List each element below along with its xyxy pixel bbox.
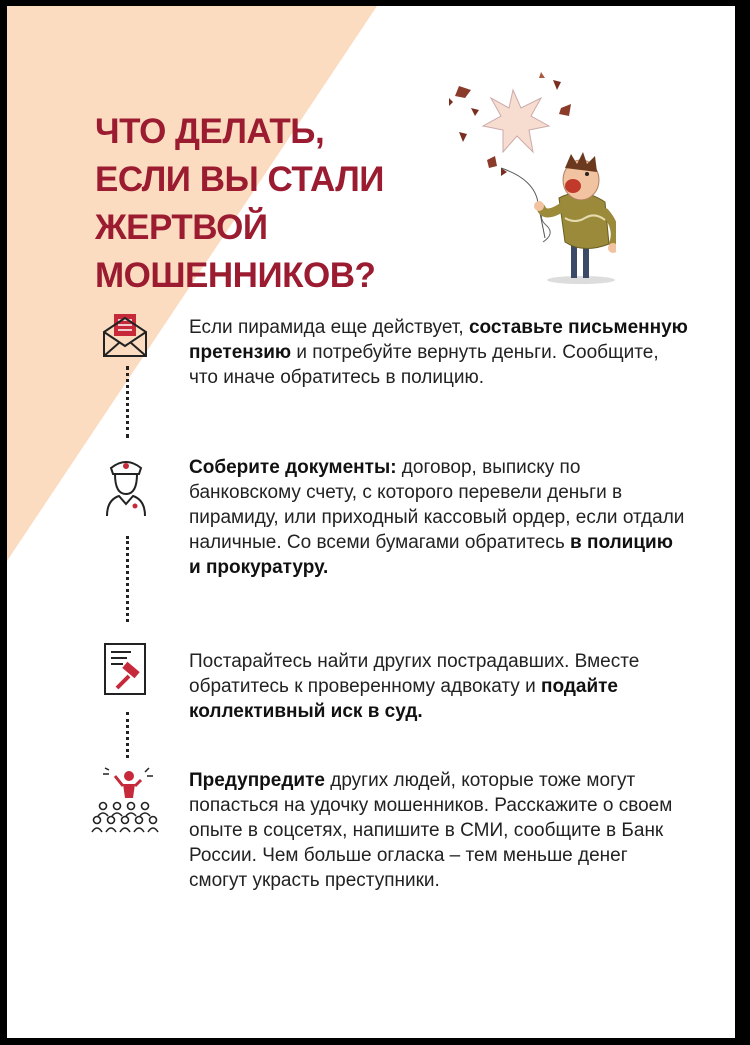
dotted-connector bbox=[126, 366, 132, 438]
step-body-text: договор, выписку по банковскому счету, с которого перевели деньги в пирамиду, или приходный кассовый ордер, если отдали наличные. Со всеми бумагами обратитесь bbox=[189, 457, 685, 553]
step-body-text: и потребуйте вернуть деньги. Сообщите, что иначе обратитесь в полицию. bbox=[189, 342, 659, 388]
page-title bbox=[95, 108, 384, 300]
step-emphasis-text: в полицию и прокуратуру. bbox=[189, 532, 673, 578]
title-line: ЕСЛИ ВЫ СТАЛИ bbox=[95, 160, 384, 199]
police-officer-icon bbox=[103, 456, 149, 518]
step-1-text bbox=[189, 315, 689, 390]
shouting-man-illustration bbox=[441, 68, 616, 288]
envelope-letter-icon bbox=[100, 310, 150, 360]
leaflet-page bbox=[7, 6, 735, 1038]
step-3-text bbox=[189, 649, 689, 724]
title-line: МОШЕННИКОВ? bbox=[95, 256, 376, 295]
step-body-text: Если пирамида еще действует, bbox=[189, 317, 469, 338]
title-line: ЖЕРТВОЙ bbox=[95, 208, 268, 247]
step-body-text: других людей, которые тоже могут попасться на удочку мошенников. Расскажите о своем опыте в соцсетях, напишите в СМИ, сообщите в Банк России. Чем больше огласка – тем меньше денег смогут украсть преступники. bbox=[189, 770, 673, 891]
step-emphasis-text: подайте коллективный иск в суд. bbox=[189, 676, 618, 722]
title-line: ЧТО ДЕЛАТЬ, bbox=[95, 112, 325, 151]
dotted-connector bbox=[126, 536, 132, 622]
step-emphasis-text: Соберите документы: bbox=[189, 457, 397, 478]
step-4-text bbox=[189, 768, 689, 893]
dotted-connector bbox=[126, 712, 132, 758]
step-emphasis-text: Предупредите bbox=[189, 770, 325, 791]
step-body-text: Постарайтесь найти других пострадавших. Вместе обратитесь к проверенному адвокату и bbox=[189, 651, 640, 697]
speaker-crowd-icon bbox=[89, 766, 165, 834]
step-emphasis-text: составьте письменную претензию bbox=[189, 317, 688, 363]
court-document-gavel-icon bbox=[103, 642, 151, 698]
step-2-text bbox=[189, 455, 689, 580]
